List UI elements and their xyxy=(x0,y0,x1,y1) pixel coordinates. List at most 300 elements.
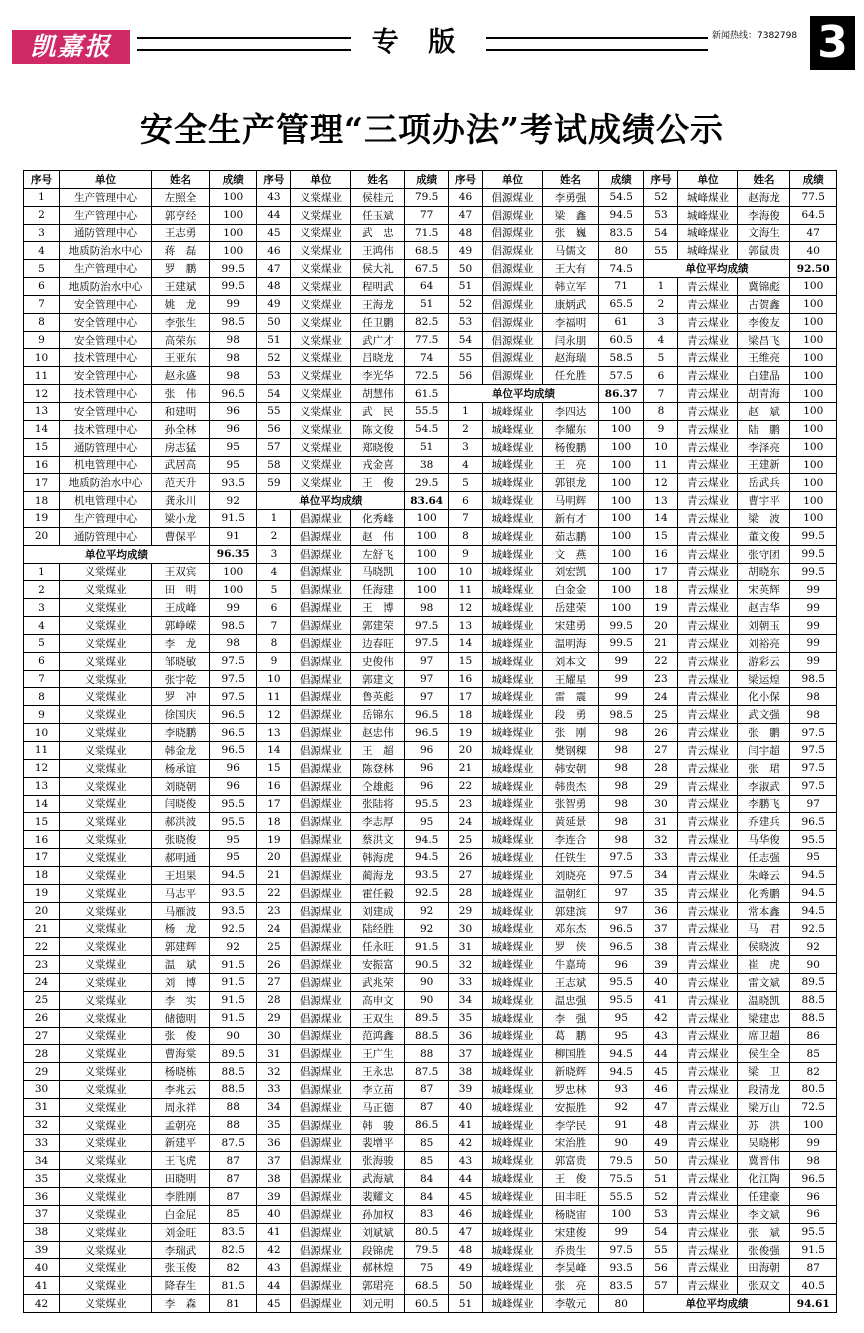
table-row xyxy=(24,1063,256,1081)
table-row xyxy=(257,778,448,796)
cell-score: 100 xyxy=(611,583,632,596)
table-row xyxy=(644,1063,836,1081)
cell-score: 71.5 xyxy=(414,226,439,239)
table-row xyxy=(449,332,644,350)
cell-unit: 青云煤业 xyxy=(678,778,738,795)
cell-name: 王鸿伟 xyxy=(351,242,405,259)
cell-unit: 城峰煤业 xyxy=(483,938,543,955)
cell-score: 85 xyxy=(226,1208,240,1221)
cell-name: 王 俊 xyxy=(351,474,405,491)
cell-index: 14 xyxy=(644,510,678,527)
cell-name: 鲁英彪 xyxy=(351,688,405,705)
table-row xyxy=(449,760,644,778)
cell-score: 97.5 xyxy=(609,1244,633,1257)
cell-name: 武海斌 xyxy=(351,1170,405,1187)
cell-index: 38 xyxy=(449,1063,483,1080)
table-row xyxy=(449,296,644,314)
table-row xyxy=(449,1206,644,1224)
cell-unit: 城峰煤业 xyxy=(483,831,543,848)
cell-unit: 城峰煤业 xyxy=(483,564,543,581)
cell-name: 刘元明 xyxy=(351,1295,405,1312)
cell-index: 23 xyxy=(257,903,291,920)
cell-unit: 倡源煤业 xyxy=(291,1081,351,1098)
table-row xyxy=(257,599,448,617)
cell-index: 51 xyxy=(449,1295,483,1312)
cell-score: 91.5 xyxy=(221,994,245,1007)
cell-score: 99.5 xyxy=(221,262,245,275)
cell-unit: 倡源煤业 xyxy=(291,635,351,652)
cell-name: 田 明 xyxy=(152,581,210,598)
cell-score: 95 xyxy=(420,815,434,828)
cell-unit: 义棠煤业 xyxy=(60,1170,152,1187)
cell-index: 56 xyxy=(644,1259,678,1276)
table-row xyxy=(644,564,836,582)
cell-index: 38 xyxy=(644,938,678,955)
cell-index: 36 xyxy=(257,1135,291,1152)
cell-index: 1 xyxy=(257,510,291,527)
cell-name: 赵吉华 xyxy=(738,599,790,616)
cell-unit: 青云煤业 xyxy=(678,1135,738,1152)
cell-score: 96.5 xyxy=(221,726,245,739)
cell-unit: 青云煤业 xyxy=(678,1063,738,1080)
cell-index: 10 xyxy=(644,439,678,456)
cell-score: 82 xyxy=(226,1261,240,1274)
table-row xyxy=(449,1117,644,1135)
cell-score: 94.5 xyxy=(801,869,825,882)
cell-index: 16 xyxy=(449,671,483,688)
table-row xyxy=(257,760,448,778)
cell-unit: 城峰煤业 xyxy=(483,724,543,741)
average-label: 单位平均成绩 xyxy=(644,260,790,277)
cell-index: 31 xyxy=(644,813,678,830)
table-row xyxy=(257,1206,448,1224)
cell-name: 刘朝玉 xyxy=(738,617,790,634)
cell-score: 91.5 xyxy=(414,940,439,953)
cell-unit: 义棠煤业 xyxy=(291,349,351,366)
cell-score: 82 xyxy=(806,1065,820,1078)
cell-name: 杨晓栋 xyxy=(152,1063,210,1080)
table-row xyxy=(257,439,448,457)
cell-unit: 城峰煤业 xyxy=(483,599,543,616)
cell-name: 王 亮 xyxy=(543,457,599,474)
cell-unit: 青云煤业 xyxy=(678,671,738,688)
cell-score: 60.5 xyxy=(609,334,633,347)
cell-index: 48 xyxy=(257,278,291,295)
cell-unit: 义棠煤业 xyxy=(60,849,152,866)
cell-score: 93.5 xyxy=(221,476,245,489)
cell-score: 91.5 xyxy=(801,1244,825,1257)
cell-score: 97 xyxy=(614,905,628,918)
page-number: 3 xyxy=(810,16,855,70)
cell-name: 王 博 xyxy=(351,599,405,616)
table-row xyxy=(257,349,448,367)
cell-unit: 义棠煤业 xyxy=(60,974,152,991)
average-value: 86.37 xyxy=(604,387,638,400)
cell-name: 马明辉 xyxy=(543,492,599,509)
cell-score: 85 xyxy=(806,1047,820,1060)
cell-score: 100 xyxy=(416,512,437,525)
cell-name: 张 刚 xyxy=(543,724,599,741)
cell-score: 95.5 xyxy=(801,1226,825,1239)
cell-name: 张 俊 xyxy=(152,1028,210,1045)
cell-score: 100 xyxy=(611,441,632,454)
cell-index: 9 xyxy=(644,421,678,438)
cell-unit: 城峰煤业 xyxy=(483,796,543,813)
cell-score: 99.5 xyxy=(609,619,633,632)
table-column-3 xyxy=(449,171,645,1312)
cell-score: 100 xyxy=(223,565,244,578)
cell-index: 47 xyxy=(449,1224,483,1241)
table-row xyxy=(257,474,448,492)
cell-unit: 青云煤业 xyxy=(678,742,738,759)
cell-unit: 倡源煤业 xyxy=(291,1277,351,1294)
cell-name: 张 斌 xyxy=(738,1224,790,1241)
table-column-4 xyxy=(644,171,836,1312)
table-row xyxy=(449,813,644,831)
cell-name: 安振富 xyxy=(351,956,405,973)
table-row xyxy=(644,546,836,564)
table-row xyxy=(24,688,256,706)
table-row xyxy=(449,778,644,796)
cell-unit: 义棠煤业 xyxy=(291,457,351,474)
cell-index: 35 xyxy=(449,1010,483,1027)
table-row xyxy=(24,742,256,760)
cell-unit: 城峰煤业 xyxy=(483,885,543,902)
cell-index: 17 xyxy=(257,796,291,813)
cell-score: 94.5 xyxy=(221,869,245,882)
cell-unit: 义棠煤业 xyxy=(291,225,351,242)
cell-index: 34 xyxy=(24,1152,60,1169)
cell-score: 99.5 xyxy=(801,565,825,578)
table-row xyxy=(24,528,256,546)
table-row xyxy=(644,742,836,760)
cell-unit: 青云煤业 xyxy=(678,474,738,491)
cell-unit: 倡源煤业 xyxy=(483,332,543,349)
cell-name: 吕晓龙 xyxy=(351,349,405,366)
cell-score: 90 xyxy=(420,994,434,1007)
cell-name: 冀晋伟 xyxy=(738,1152,790,1169)
table-row xyxy=(257,1152,448,1170)
cell-score: 98 xyxy=(226,637,240,650)
cell-index: 52 xyxy=(644,189,678,206)
table-row xyxy=(257,885,448,903)
cell-name: 左舒飞 xyxy=(351,546,405,563)
cell-name: 徐国庆 xyxy=(152,706,210,723)
cell-name: 张双文 xyxy=(738,1277,790,1294)
table-row xyxy=(644,760,836,778)
cell-index: 50 xyxy=(449,260,483,277)
cell-unit: 义棠煤业 xyxy=(60,1224,152,1241)
cell-unit: 城峰煤业 xyxy=(483,1188,543,1205)
cell-score: 83 xyxy=(420,1208,434,1221)
average-value: 92.50 xyxy=(796,262,830,275)
table-row xyxy=(257,1295,448,1312)
average-label: 单位平均成绩 xyxy=(257,492,405,509)
cell-name: 任建豪 xyxy=(738,1188,790,1205)
cell-index: 28 xyxy=(449,885,483,902)
table-column-2 xyxy=(257,171,449,1312)
cell-name: 茹志鹏 xyxy=(543,528,599,545)
page-title: 安全生产管理“三项办法”考试成绩公示 xyxy=(140,110,724,149)
cell-index: 32 xyxy=(24,1117,60,1134)
cell-index: 26 xyxy=(24,1010,60,1027)
cell-score: 100 xyxy=(416,565,437,578)
cell-index: 21 xyxy=(644,635,678,652)
cell-index: 8 xyxy=(644,403,678,420)
cell-name: 韩 骏 xyxy=(351,1117,405,1134)
cell-index: 39 xyxy=(24,1242,60,1259)
cell-unit: 青云煤业 xyxy=(678,813,738,830)
table-row xyxy=(24,1170,256,1188)
table-row xyxy=(644,1099,836,1117)
cell-name: 范天升 xyxy=(152,474,210,491)
cell-unit: 青云煤业 xyxy=(678,1081,738,1098)
cell-score: 100 xyxy=(223,226,244,239)
cell-index: 2 xyxy=(644,296,678,313)
cell-name: 牛嘉琦 xyxy=(543,956,599,973)
cell-unit: 倡源煤业 xyxy=(291,1170,351,1187)
table-row xyxy=(449,1188,644,1206)
table-row xyxy=(644,581,836,599)
cell-name: 宋建俊 xyxy=(543,1224,599,1241)
cell-name: 张 亮 xyxy=(543,1277,599,1294)
cell-score: 95.5 xyxy=(221,815,245,828)
cell-index: 28 xyxy=(24,1045,60,1062)
cell-index: 51 xyxy=(449,278,483,295)
cell-index: 47 xyxy=(644,1099,678,1116)
cell-name: 白金屁 xyxy=(152,1206,210,1223)
cell-unit: 义棠煤业 xyxy=(60,1081,152,1098)
cell-unit: 义棠煤业 xyxy=(60,742,152,759)
cell-index: 2 xyxy=(24,207,60,224)
cell-unit: 义棠煤业 xyxy=(291,278,351,295)
table-row xyxy=(449,903,644,921)
cell-score: 98 xyxy=(226,369,240,382)
cell-name: 古贺鑫 xyxy=(738,296,790,313)
cell-unit: 青云煤业 xyxy=(678,385,738,402)
cell-score: 97.5 xyxy=(801,762,825,775)
cell-unit: 倡源煤业 xyxy=(483,278,543,295)
average-value: 83.64 xyxy=(410,494,444,507)
cell-unit: 义棠煤业 xyxy=(60,1188,152,1205)
cell-name: 王 俊 xyxy=(543,1170,599,1187)
cell-score: 61 xyxy=(614,316,628,329)
cell-name: 温 斌 xyxy=(152,956,210,973)
cell-unit: 技术管理中心 xyxy=(60,385,152,402)
table-row xyxy=(644,457,836,475)
cell-unit: 倡源煤业 xyxy=(291,920,351,937)
cell-name: 王志勇 xyxy=(152,225,210,242)
cell-score: 65.5 xyxy=(609,298,633,311)
cell-index: 22 xyxy=(644,653,678,670)
newspaper-logo: 凯嘉报 xyxy=(12,30,130,64)
cell-unit: 生产管理中心 xyxy=(60,260,152,277)
cell-index: 43 xyxy=(644,1028,678,1045)
cell-index: 7 xyxy=(644,385,678,402)
cell-score: 93.5 xyxy=(414,869,439,882)
table-row xyxy=(24,1295,256,1312)
table-row xyxy=(644,831,836,849)
cell-index: 38 xyxy=(257,1170,291,1187)
table-row xyxy=(644,956,836,974)
cell-index: 43 xyxy=(257,1259,291,1276)
cell-score: 89.5 xyxy=(221,1047,245,1060)
cell-score: 95.5 xyxy=(801,833,825,846)
table-row xyxy=(449,1081,644,1099)
cell-unit: 义棠煤业 xyxy=(60,599,152,616)
cell-score: 94.5 xyxy=(801,905,825,918)
cell-index: 9 xyxy=(24,332,60,349)
cell-unit: 义棠煤业 xyxy=(60,867,152,884)
cell-name: 雷文斌 xyxy=(738,974,790,991)
cell-unit: 倡源煤业 xyxy=(291,671,351,688)
cell-name: 刘晓朝 xyxy=(152,778,210,795)
table-row xyxy=(257,1242,448,1260)
cell-score: 99 xyxy=(806,583,820,596)
cell-score: 80 xyxy=(614,244,628,257)
cell-index: 4 xyxy=(24,242,60,259)
cell-unit: 生产管理中心 xyxy=(60,510,152,527)
cell-score: 100 xyxy=(803,298,824,311)
cell-score: 88 xyxy=(226,1119,240,1132)
cell-score: 100 xyxy=(803,441,824,454)
table-row xyxy=(449,1028,644,1046)
cell-name: 张智勇 xyxy=(543,796,599,813)
average-label: 单位平均成绩 xyxy=(24,546,210,563)
table-row xyxy=(257,1224,448,1242)
table-row xyxy=(449,974,644,992)
cell-index: 8 xyxy=(257,635,291,652)
cell-name: 赵海瑞 xyxy=(543,349,599,366)
cell-score: 100 xyxy=(803,1119,824,1132)
cell-index: 10 xyxy=(24,349,60,366)
table-row xyxy=(449,1295,644,1312)
cell-index: 17 xyxy=(24,849,60,866)
cell-index: 5 xyxy=(644,349,678,366)
cell-score: 98.5 xyxy=(221,619,245,632)
cell-name: 杨承谊 xyxy=(152,760,210,777)
cell-score: 96 xyxy=(226,405,240,418)
cell-unit: 义棠煤业 xyxy=(291,474,351,491)
table-row xyxy=(257,528,448,546)
cell-index: 1 xyxy=(24,189,60,206)
cell-unit: 安全管理中心 xyxy=(60,367,152,384)
table-row xyxy=(449,278,644,296)
cell-name: 韩安朝 xyxy=(543,760,599,777)
cell-score: 98.5 xyxy=(221,316,245,329)
cell-index: 34 xyxy=(257,1099,291,1116)
cell-name: 闫晓俊 xyxy=(152,796,210,813)
cell-name: 郝明通 xyxy=(152,849,210,866)
cell-score: 100 xyxy=(803,351,824,364)
cell-unit: 城峰煤业 xyxy=(483,1081,543,1098)
cell-index: 55 xyxy=(257,403,291,420)
table-row xyxy=(24,581,256,599)
cell-index: 52 xyxy=(449,296,483,313)
cell-name: 曹保平 xyxy=(152,528,210,545)
cell-name: 任允胜 xyxy=(543,367,599,384)
table-row xyxy=(644,724,836,742)
table-row xyxy=(644,706,836,724)
cell-score: 83.5 xyxy=(609,1279,633,1292)
cell-unit: 青云煤业 xyxy=(678,599,738,616)
cell-index: 13 xyxy=(449,617,483,634)
cell-unit: 义棠煤业 xyxy=(291,189,351,206)
cell-index: 2 xyxy=(449,421,483,438)
cell-name: 李胜刚 xyxy=(152,1188,210,1205)
column-header: 序号 xyxy=(257,171,291,188)
table-row xyxy=(449,474,644,492)
cell-unit: 义棠煤业 xyxy=(291,207,351,224)
cell-name: 陈文俊 xyxy=(351,421,405,438)
cell-unit: 城峰煤业 xyxy=(678,207,738,224)
table-row xyxy=(257,1045,448,1063)
cell-unit: 青云煤业 xyxy=(678,688,738,705)
cell-unit: 城峰煤业 xyxy=(483,1224,543,1241)
cell-name: 郭鼠贵 xyxy=(738,242,790,259)
cell-name: 韩立军 xyxy=(543,278,599,295)
cell-score: 51 xyxy=(420,298,434,311)
table-row xyxy=(24,724,256,742)
cell-score: 93.5 xyxy=(221,905,245,918)
cell-score: 98 xyxy=(614,833,628,846)
cell-unit: 倡源煤业 xyxy=(291,564,351,581)
cell-unit: 义棠煤业 xyxy=(60,885,152,902)
cell-score: 100 xyxy=(803,494,824,507)
table-row xyxy=(449,1010,644,1028)
cell-index: 15 xyxy=(24,813,60,830)
cell-name: 冀锦彪 xyxy=(738,278,790,295)
table-row xyxy=(257,564,448,582)
table-row xyxy=(449,867,644,885)
cell-score: 79.5 xyxy=(609,1154,633,1167)
cell-index: 41 xyxy=(257,1224,291,1241)
cell-unit: 倡源煤业 xyxy=(291,1206,351,1223)
cell-index: 3 xyxy=(24,225,60,242)
cell-score: 100 xyxy=(611,512,632,525)
cell-score: 90 xyxy=(614,1136,628,1149)
cell-score: 95 xyxy=(806,851,820,864)
cell-name: 罗 侠 xyxy=(543,938,599,955)
table-row xyxy=(644,474,836,492)
cell-index: 25 xyxy=(449,831,483,848)
table-row xyxy=(257,1188,448,1206)
cell-index: 6 xyxy=(449,492,483,509)
table-row xyxy=(257,314,448,332)
cell-name: 刘金旺 xyxy=(152,1224,210,1241)
cell-name: 王亚东 xyxy=(152,349,210,366)
cell-score: 100 xyxy=(611,494,632,507)
cell-name: 梁 波 xyxy=(738,510,790,527)
cell-index: 30 xyxy=(24,1081,60,1098)
cell-unit: 倡源煤业 xyxy=(291,796,351,813)
cell-name: 新晓辉 xyxy=(543,1063,599,1080)
cell-score: 87 xyxy=(226,1172,240,1185)
cell-name: 赵海龙 xyxy=(738,189,790,206)
cell-unit: 倡源煤业 xyxy=(291,581,351,598)
cell-name: 田晓明 xyxy=(152,1170,210,1187)
cell-unit: 青云煤业 xyxy=(678,635,738,652)
column-header: 姓名 xyxy=(351,171,405,188)
cell-index: 37 xyxy=(449,1045,483,1062)
cell-name: 文 燕 xyxy=(543,546,599,563)
table-row xyxy=(644,849,836,867)
cell-unit: 城峰煤业 xyxy=(483,992,543,1009)
cell-score: 72.5 xyxy=(801,1101,825,1114)
cell-index: 2 xyxy=(257,528,291,545)
cell-score: 91 xyxy=(226,530,240,543)
cell-index: 8 xyxy=(24,688,60,705)
